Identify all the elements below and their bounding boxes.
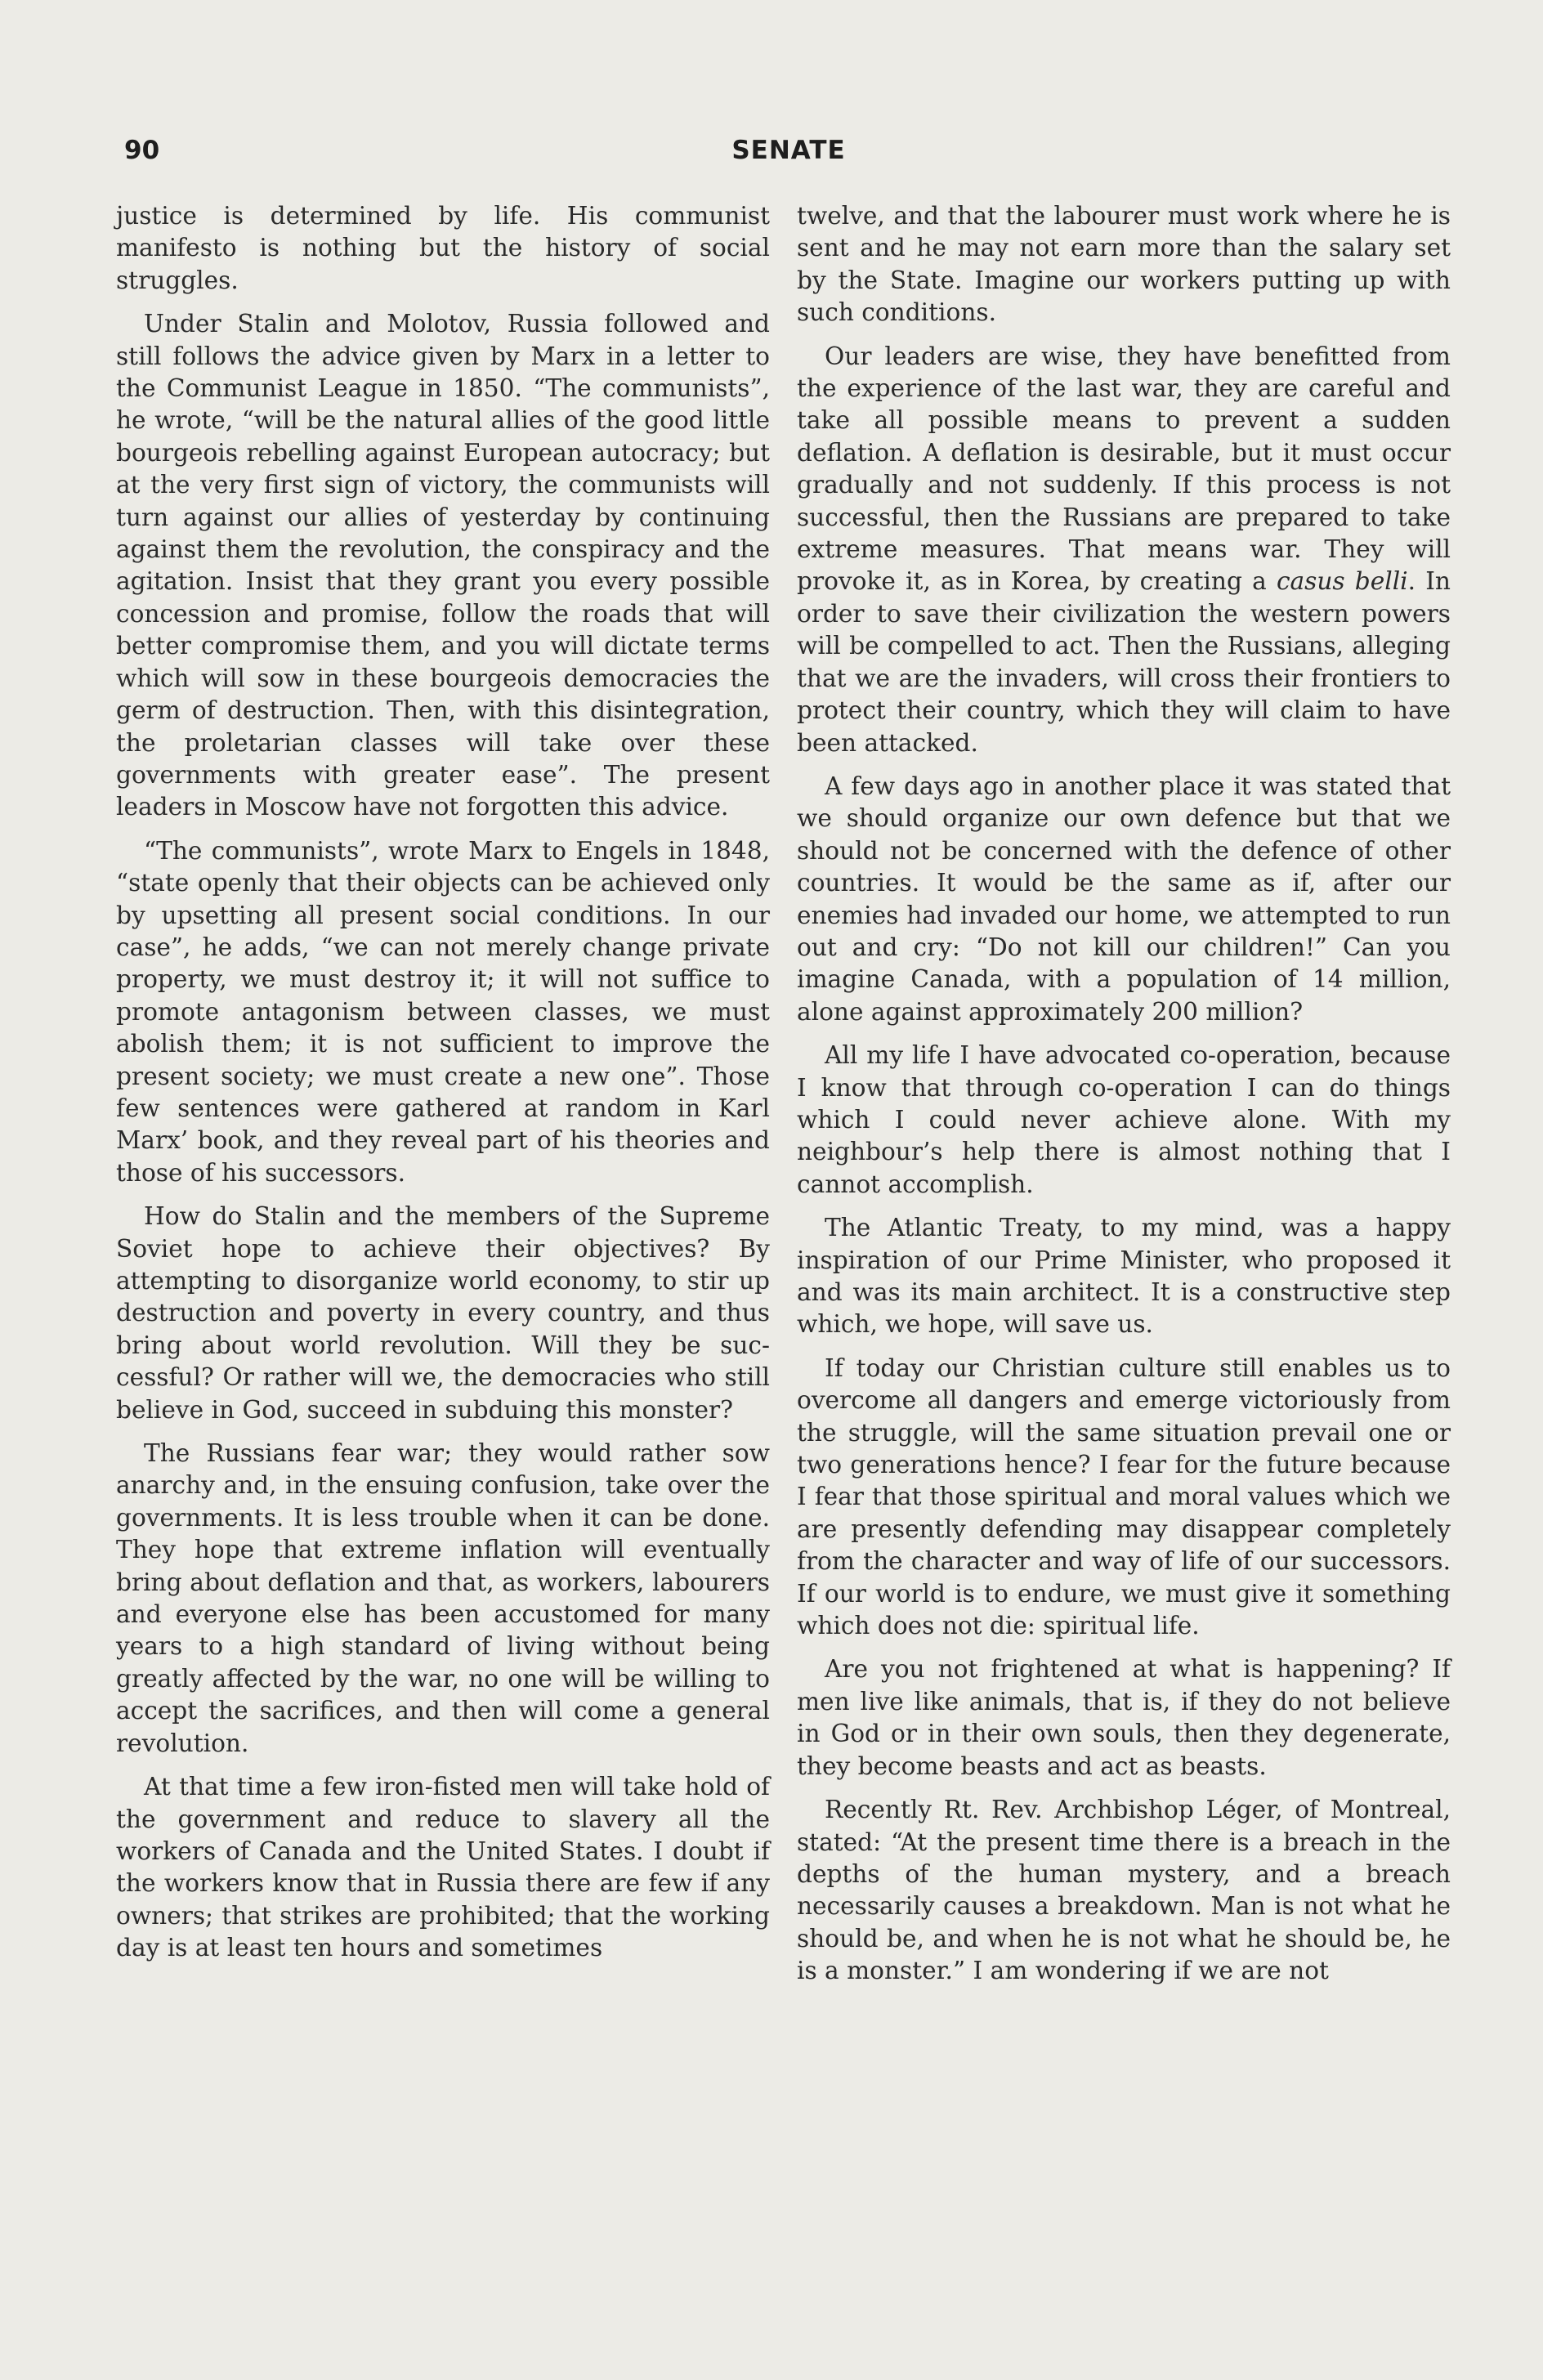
paragraph: Under Stalin and Molotov, Russia followed and still follows the advice given by Marx in a letter to the Communist League in 1850. “The communists”, he wrote, “will be the natural allies of the good little bourgeois rebelling against European autocracy; but at the very first sign of victory, the communists will turn against our allies of yesterday by continuing against them the revolution, the conspiracy and the agitation. Insist that they grant you every possible concession and promise, follow the roads that will better compromise them, and you will dictate terms which will sow in these bourgeois democracies the germ of destruction. Then, with this disintegration, the proletarian classes will take over these governments with greater ease”. The present leaders in Moscow have not forgotten this advice. xyxy=(116,310,770,821)
paragraph: A few days ago in another place it was stated that we should organize our own defence but that we should not be concerned with the defence of other countries. It would be the same as if, after our enemies had invaded our home, we attempted to run out and cry: “Do not kill our children!” Can you imagine Canada, with a population of 14 million, alone against approximately 200 million? xyxy=(797,772,1451,1026)
paragraph: Are you not frightened at what is happening? If men live like animals, that is, if they do not believe in God or in their own souls, then they degenerate, they become beasts and act as beasts. xyxy=(797,1655,1451,1780)
paragraph: The Atlantic Treaty, to my mind, was a happy inspiration of our Prime Minister, who proposed it and was its main architect. It is a constructive step which, we hope, will save us. xyxy=(797,1214,1451,1339)
paragraph: At that time a few iron-fisted men will take hold of the government and reduce to slavery all the workers of Canada and the United States. I doubt if the workers know that in Russia there are few if any owners; that strikes are prohibited; that the working day is at least ten hours and sometimes xyxy=(116,1773,770,1962)
latin-phrase: casus belli xyxy=(1276,567,1408,596)
right-column xyxy=(797,200,1451,1988)
paragraph: Recently Rt. Rev. Archbishop Léger, of Montreal, stated: “At the present time there is a breach in the depths of the human mystery, and a breach necessarily causes a breakdown. Man is not what he should be, and when he is not what he should be, he is a monster.” I am wondering if we are not xyxy=(797,1796,1451,1985)
paragraph: The Russians fear war; they would rather sow anarchy and, in the ensuing confusion, take over the governments. It is less trouble when it can be done. They hope that extreme inflation will eventually bring about deflation and that, as workers, labourers and everyone else has been accustomed for many years to a high standard of living without being greatly affected by the war, no one will be willing to accept the sacrifices, and then will come a general revolution. xyxy=(116,1439,770,1757)
left-column xyxy=(116,200,770,1965)
page-header xyxy=(114,136,1463,172)
page-number: 90 xyxy=(124,136,160,165)
paragraph: All my life I have advocated co-operation, because I know that through co-operation I can do things which I could never achieve alone. With my neighbour’s help there is almost nothing that I cannot accomplish. xyxy=(797,1041,1451,1198)
paragraph: How do Stalin and the members of the Supreme Soviet hope to achieve their objectives? By attempting to disorganize world economy, to stir up destruction and poverty in every country, and thus bring about world revolution. Will they be successful? Or rather will we, the democracies who still believe in God, succeed in subduing this monster? xyxy=(116,1202,770,1424)
paragraph: Our leaders are wise, they have benefitted from the experience of the last war, they are careful and take all possible means to prevent a sudden deflation. A deflation is desirable, but it must occur gradually and not suddenly. If this process is not successful, then the Russians are prepared to take extreme measures. That means war. They will provoke it, as in Korea, by creating a casus belli. In order to save their civilization the western powers will be compelled to act. Then the Russians, alleging that we are the invaders, will cross their frontiers to protect their country, which they will claim to have been attacked. xyxy=(797,342,1451,757)
paragraph: twelve, and that the labourer must work where he is sent and he may not earn more than the salary set by the State. Imagine our workers putting up with such conditions. xyxy=(797,202,1451,327)
running-title: SENATE xyxy=(731,136,846,165)
paragraph: justice is determined by life. His communist manifesto is nothing but the history of social struggles. xyxy=(116,202,770,294)
paragraph: “The communists”, wrote Marx to Engels in 1848, “state openly that their objects can be achieved only by upsetting all present social conditions. In our case”, he adds, “we can not merely change private property, we must destroy it; it will not suffice to promote antagonism between classes, we must abolish them; it is not sufficient to improve the present society; we must create a new one”. Those few sentences were gathered at random in Karl Marx’ book, and they reveal part of his theories and those of his successors. xyxy=(116,836,770,1187)
paragraph: If today our Christian culture still enables us to overcome all dangers and emerge victoriously from the struggle, will the same situation prevail one or two generations hence? I fear for the future because I fear that those spiritual and moral values which we are presently defending may disappear completely from the character and way of life of our successors. If our world is to endure, we must give it something which does not die: spiritual life. xyxy=(797,1353,1451,1640)
